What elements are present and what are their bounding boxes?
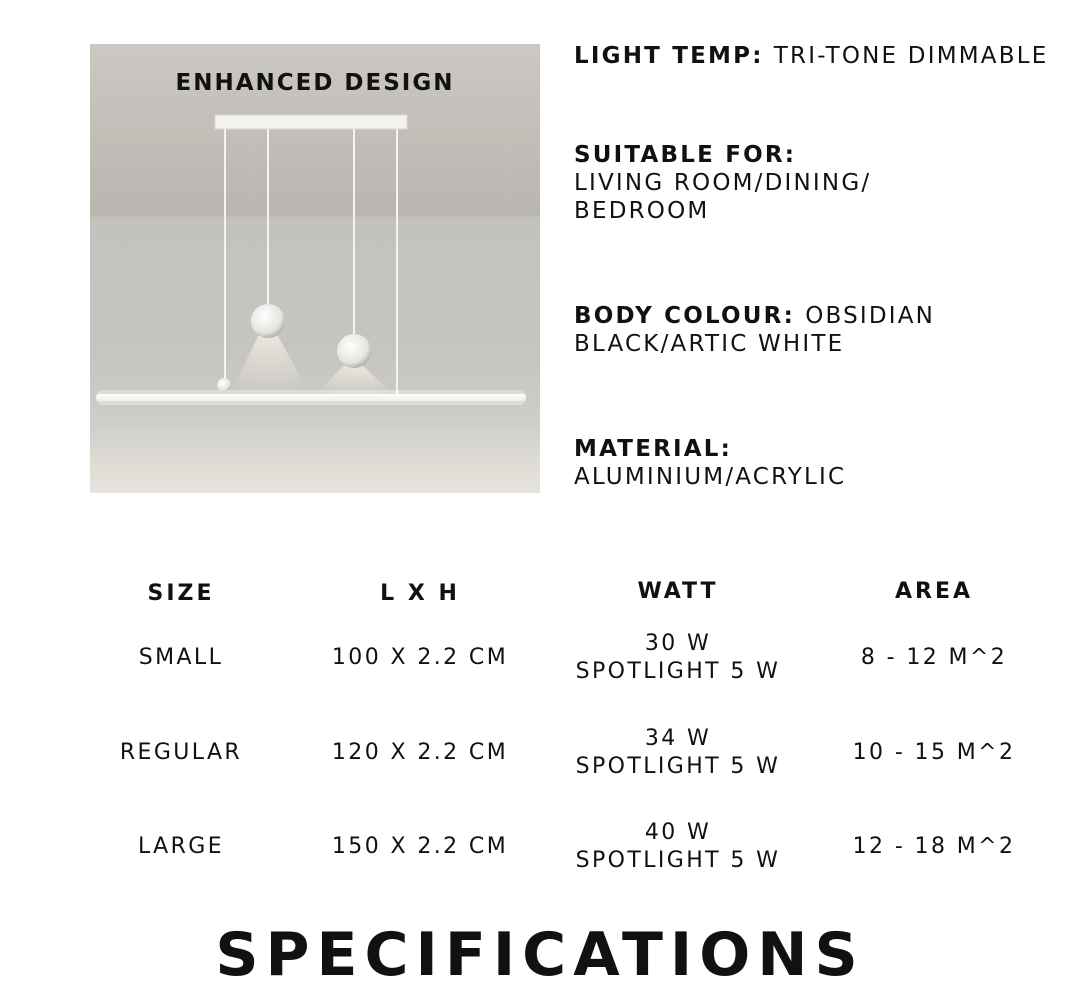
spec-key: SUITABLE FOR [574, 142, 785, 168]
table-cell-area: 10 - 15 M^2 [852, 740, 1016, 765]
table-header-lxh: L X H [380, 581, 460, 606]
spotlight-ball-2 [337, 334, 371, 368]
spec-value-line: BEDROOM [574, 198, 710, 224]
pendant-lamp-illustration [90, 44, 540, 493]
watt-spotlight: SPOTLIGHT 5 W [575, 848, 781, 873]
product-photo [90, 44, 540, 493]
spec-value-line: BLACK/ARTIC WHITE [574, 331, 845, 357]
watt-main: 40 W [644, 820, 712, 845]
table-cell-size: LARGE [137, 834, 225, 859]
watt-spotlight: SPOTLIGHT 5 W [575, 659, 781, 684]
spec-value-line: ALUMINIUM/ACRYLIC [574, 464, 847, 490]
spec-body-colour: BODY COLOUR: OBSIDIAN BLACK/ARTIC WHITE [574, 302, 1054, 358]
spec-key: BODY COLOUR [574, 303, 784, 329]
spec-key: LIGHT TEMP [574, 43, 753, 69]
spot-glow-1 [230, 336, 310, 394]
spec-value-line: LIVING ROOM/DINING/ [574, 170, 872, 196]
table-cell-area: 8 - 12 M^2 [860, 645, 1008, 670]
table-header-watt: WATT [637, 579, 719, 604]
table-cell-watt [548, 725, 808, 781]
table-cell-lxh: 120 X 2.2 CM [331, 740, 509, 765]
table-cell-size: REGULAR [119, 740, 243, 765]
table-header-area: AREA [894, 579, 974, 604]
spotlight-ball-1 [251, 304, 285, 338]
table-cell-size: SMALL [138, 645, 224, 670]
table-cell-area: 12 - 18 M^2 [852, 834, 1016, 859]
small-ball [217, 378, 231, 392]
ceiling-canopy [215, 115, 407, 129]
spec-suitable-for: SUITABLE FOR: LIVING ROOM/DINING/ BEDROOM [574, 141, 1054, 225]
watt-spotlight: SPOTLIGHT 5 W [575, 754, 781, 779]
photo-caption: ENHANCED DESIGN [175, 70, 455, 96]
spec-value: OBSIDIAN [805, 303, 936, 329]
specifications-title: SPECIFICATIONS [215, 920, 865, 990]
spec-material: MATERIAL: ALUMINIUM/ACRYLIC [574, 435, 1054, 491]
linear-light-bar-glow [96, 390, 526, 405]
watt-main: 34 W [644, 726, 712, 751]
table-cell-lxh: 150 X 2.2 CM [331, 834, 509, 859]
table-cell-watt [548, 630, 808, 686]
spec-light-temp: LIGHT TEMP: TRI-TONE DIMMABLE [574, 43, 1049, 69]
spec-value: TRI-TONE DIMMABLE [773, 43, 1049, 69]
table-cell-lxh: 100 X 2.2 CM [331, 645, 509, 670]
table-header-size: SIZE [147, 581, 215, 606]
watt-main: 30 W [644, 631, 712, 656]
spec-key: MATERIAL [574, 436, 721, 462]
table-cell-watt [548, 819, 808, 875]
